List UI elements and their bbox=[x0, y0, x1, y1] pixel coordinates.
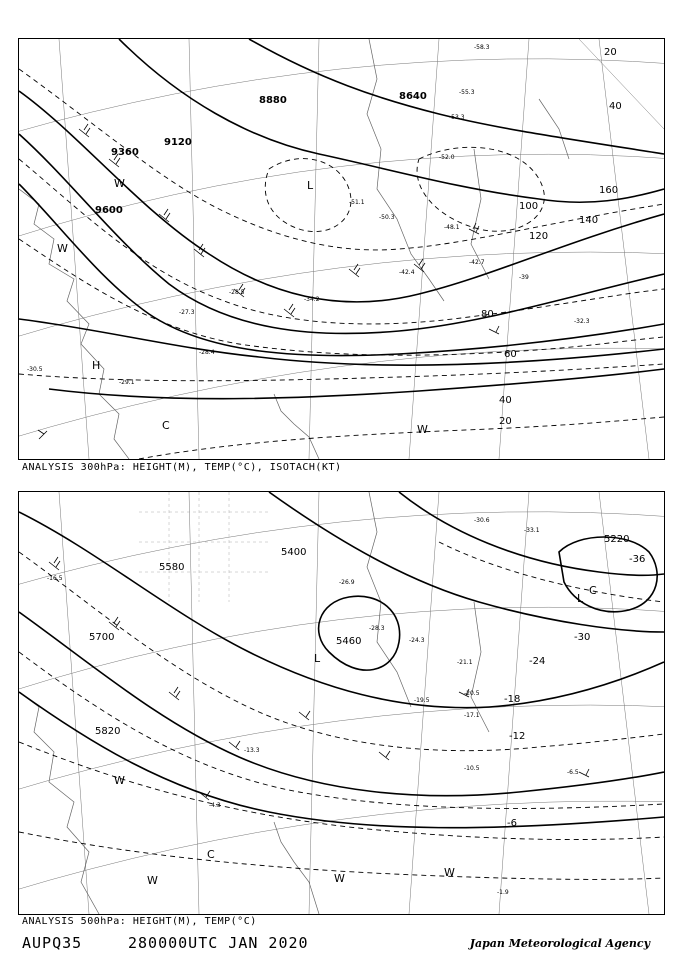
isotherm-label: -6 bbox=[507, 818, 517, 829]
height-label: 5400 bbox=[281, 547, 307, 558]
height-label: 8880 bbox=[259, 95, 287, 106]
temp-value: -50.3 bbox=[379, 214, 395, 221]
temp-value: -58.3 bbox=[474, 44, 490, 51]
map-300hpa-graphic bbox=[19, 39, 664, 459]
obs-value: -33.1 bbox=[524, 527, 540, 534]
warm-symbol: W bbox=[114, 177, 125, 190]
temp-value: -28.5 bbox=[229, 289, 245, 296]
temp-value: -34.2 bbox=[304, 296, 320, 303]
isotach-label: 120 bbox=[529, 231, 549, 242]
map-500hpa-graphic bbox=[19, 492, 664, 914]
temp-value: -29.1 bbox=[119, 379, 135, 386]
temp-value: -51.1 bbox=[349, 199, 365, 206]
isotach-label: 140 bbox=[579, 215, 599, 226]
map-panel-500hpa bbox=[18, 491, 665, 915]
obs-value: -21.1 bbox=[457, 659, 473, 666]
isotherm-label: -12 bbox=[509, 731, 526, 742]
low-center-symbol: L bbox=[314, 652, 321, 665]
obs-value: -19.5 bbox=[414, 697, 430, 704]
obs-value: -1.9 bbox=[497, 889, 509, 896]
low-center-symbol: L bbox=[577, 592, 584, 605]
coastline bbox=[19, 39, 569, 459]
agency-credit: Japan Meteorological Agency bbox=[469, 937, 650, 950]
height-label: 5580 bbox=[159, 562, 185, 573]
temp-value: -55.3 bbox=[459, 89, 475, 96]
isotherm-label: -18 bbox=[504, 694, 521, 705]
temp-value: -32.3 bbox=[574, 318, 590, 325]
isotherm-dashed-lines bbox=[19, 69, 664, 459]
cold-symbol: C bbox=[207, 848, 215, 861]
panel-caption: ANALYSIS 300hPa: HEIGHT(M), TEMP(°C), ISOTACH(KT) bbox=[22, 462, 342, 473]
isotach-label: 80 bbox=[481, 309, 494, 320]
obs-value: -30.6 bbox=[474, 517, 490, 524]
isotach-label: 100 bbox=[519, 201, 539, 212]
temp-value: -42.7 bbox=[469, 259, 485, 266]
wind-barbs bbox=[49, 557, 589, 800]
obs-value: -16.5 bbox=[47, 575, 63, 582]
isotach-label: 20 bbox=[604, 47, 617, 58]
isotach-label: 60 bbox=[504, 349, 517, 360]
obs-value: -26.9 bbox=[339, 579, 355, 586]
obs-value: -20.5 bbox=[464, 690, 480, 697]
height-label: 5460 bbox=[336, 636, 362, 647]
temp-value: -39 bbox=[519, 274, 529, 281]
obs-value: -4.3 bbox=[209, 802, 221, 809]
height-label: 5700 bbox=[89, 632, 115, 643]
valid-time: 280000UTC JAN 2020 bbox=[128, 934, 309, 952]
obs-value: -13.3 bbox=[244, 747, 260, 754]
cold-symbol: C bbox=[162, 419, 170, 432]
temp-value: -42.4 bbox=[399, 269, 415, 276]
fine-graticule bbox=[139, 492, 269, 602]
isotach-label: 160 bbox=[599, 185, 619, 196]
warm-symbol: W bbox=[444, 866, 455, 879]
isotherm-dashed-lines bbox=[19, 542, 664, 879]
warm-symbol: W bbox=[114, 774, 125, 787]
temp-value: -30.5 bbox=[27, 366, 43, 373]
obs-value: -17.1 bbox=[464, 712, 480, 719]
chart-id: AUPQ35 bbox=[22, 934, 83, 952]
height-label: 9120 bbox=[164, 137, 192, 148]
map-panel-300hpa bbox=[18, 38, 665, 460]
high-center-symbol: H bbox=[92, 359, 101, 372]
temp-value: -28.4 bbox=[199, 349, 215, 356]
graticule bbox=[19, 492, 664, 914]
isotach-label: 40 bbox=[499, 395, 512, 406]
height-label: 9600 bbox=[95, 205, 123, 216]
cold-symbol: C bbox=[589, 584, 597, 597]
isotach-label: 20 bbox=[499, 416, 512, 427]
isotherm-label: -36 bbox=[629, 554, 646, 565]
panel-caption: ANALYSIS 500hPa: HEIGHT(M), TEMP(°C) bbox=[22, 916, 257, 927]
isotach-label: 40 bbox=[609, 101, 622, 112]
height-label: 8640 bbox=[399, 91, 427, 102]
warm-symbol: W bbox=[417, 423, 428, 436]
obs-value: -24.3 bbox=[409, 637, 425, 644]
obs-value: -10.5 bbox=[464, 765, 480, 772]
obs-value: -28.3 bbox=[369, 625, 385, 632]
height-label: 9360 bbox=[111, 147, 139, 158]
wind-barbs bbox=[38, 124, 499, 439]
temp-value: -27.3 bbox=[179, 309, 195, 316]
height-label: 5220 bbox=[604, 534, 630, 545]
obs-value: -6.5 bbox=[567, 769, 579, 776]
warm-symbol: W bbox=[147, 874, 158, 887]
isotherm-label: -30 bbox=[574, 632, 591, 643]
warm-symbol: W bbox=[334, 872, 345, 885]
temp-value: -53.3 bbox=[449, 114, 465, 121]
height-label: 5820 bbox=[95, 726, 121, 737]
isotherm-label: -24 bbox=[529, 656, 546, 667]
warm-symbol: W bbox=[57, 242, 68, 255]
temp-value: -48.1 bbox=[444, 224, 460, 231]
height-contours bbox=[19, 39, 664, 399]
low-center-symbol: L bbox=[307, 179, 314, 192]
temp-value: -52.0 bbox=[439, 154, 455, 161]
